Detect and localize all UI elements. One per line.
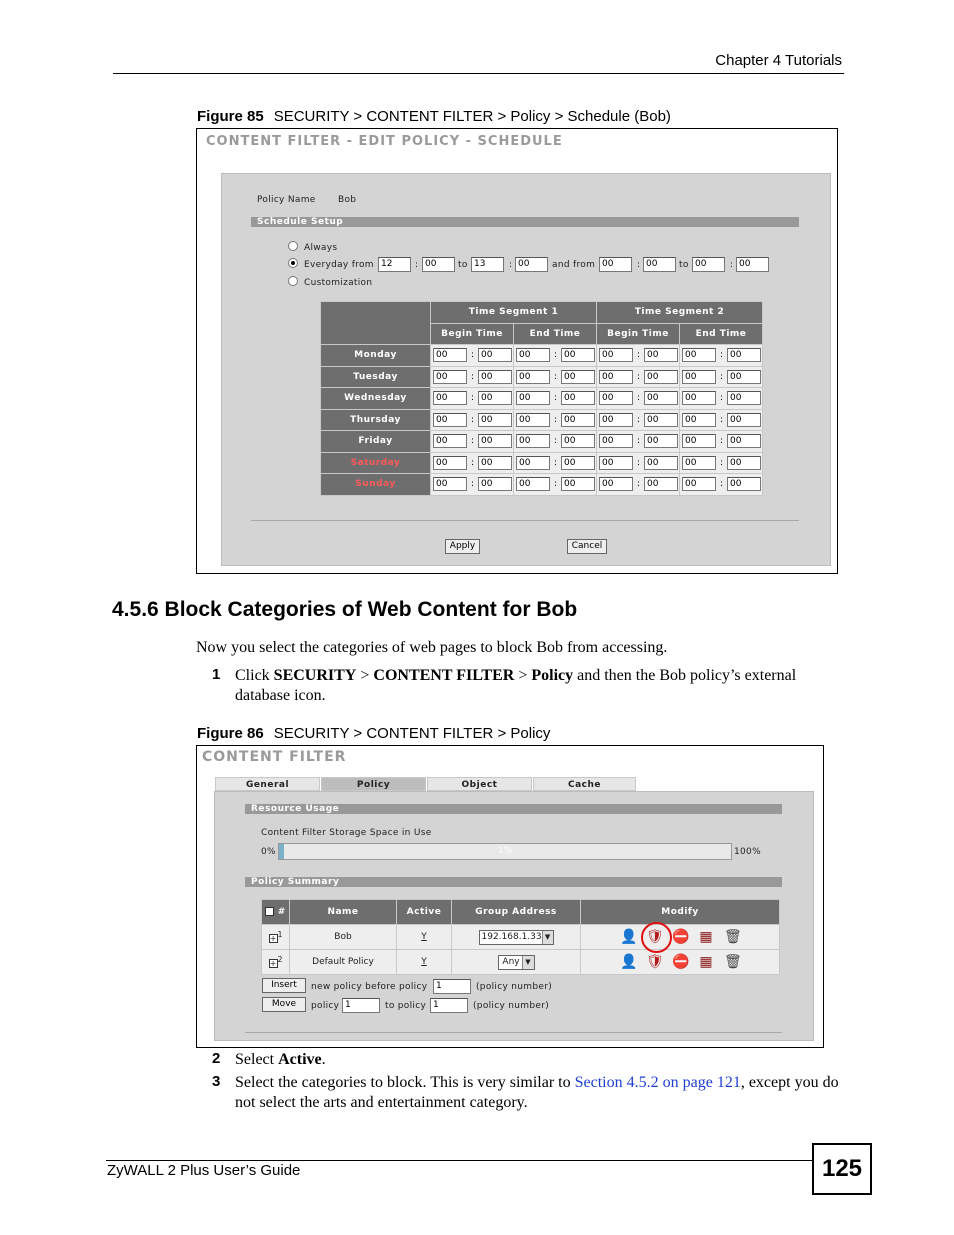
move-button[interactable]: Move bbox=[262, 997, 306, 1012]
time-pair bbox=[516, 391, 596, 405]
minute-input[interactable]: 00 bbox=[644, 434, 678, 448]
apply-button[interactable]: Apply bbox=[445, 539, 480, 554]
colon: : bbox=[554, 479, 558, 490]
colon: : bbox=[471, 436, 475, 447]
custom-list-icon[interactable]: ⛔ bbox=[672, 929, 690, 945]
schedule-setup-bar: Schedule Setup bbox=[251, 217, 799, 227]
schedule-table bbox=[320, 301, 763, 496]
step-3-number: 3 bbox=[212, 1073, 221, 1090]
time-pair bbox=[682, 348, 762, 362]
hour-input[interactable]: 00 bbox=[599, 456, 633, 470]
time-cell bbox=[597, 452, 680, 474]
everyday-from2-hour[interactable]: 00 bbox=[599, 257, 632, 272]
policy-summary-bar: Policy Summary bbox=[245, 877, 782, 887]
time-cell bbox=[597, 345, 680, 367]
row-active[interactable]: Y bbox=[397, 925, 452, 950]
end-time-header: End Time bbox=[680, 323, 763, 345]
cancel-button[interactable]: Cancel bbox=[567, 539, 607, 554]
schedule-rows bbox=[321, 345, 763, 496]
policy-name-label: Policy Name bbox=[257, 195, 316, 205]
minute-input[interactable]: 00 bbox=[478, 434, 512, 448]
time-pair bbox=[599, 370, 679, 384]
radio-customization[interactable] bbox=[288, 276, 298, 286]
policy-name-value: Bob bbox=[338, 195, 357, 205]
colon: : bbox=[554, 393, 558, 404]
delete-icon[interactable]: 🗑 bbox=[724, 954, 742, 970]
time-pair bbox=[599, 413, 679, 427]
time-cell bbox=[680, 366, 763, 388]
time-pair bbox=[599, 391, 679, 405]
insert-label: new policy before policy bbox=[311, 982, 428, 992]
hour-input[interactable]: 00 bbox=[516, 391, 550, 405]
hour-input[interactable]: 00 bbox=[433, 477, 467, 491]
minute-input[interactable]: 00 bbox=[478, 370, 512, 384]
everyday-to-minute[interactable]: 00 bbox=[515, 257, 548, 272]
step-1-sep: > bbox=[356, 667, 374, 684]
user-icon[interactable]: 👤 bbox=[620, 929, 638, 945]
footer-rule bbox=[106, 1160, 812, 1161]
tab-policy[interactable]: Policy bbox=[321, 777, 426, 791]
radio-everyday[interactable] bbox=[288, 258, 298, 268]
minute-input[interactable]: 00 bbox=[561, 370, 595, 384]
everyday-to2-hour[interactable]: 00 bbox=[692, 257, 725, 272]
minute-input[interactable]: 00 bbox=[727, 370, 761, 384]
time-pair bbox=[599, 456, 679, 470]
step-3-text-c: , except you do not select the arts and entertainment category. bbox=[235, 1074, 839, 1111]
hour-input[interactable]: 00 bbox=[599, 477, 633, 491]
step-2-number: 2 bbox=[212, 1050, 221, 1067]
expand-all-icon[interactable]: + bbox=[266, 907, 274, 916]
minute-input[interactable]: 00 bbox=[644, 348, 678, 362]
hour-input[interactable]: 00 bbox=[433, 413, 467, 427]
time-cell bbox=[431, 474, 514, 496]
minute-input[interactable]: 00 bbox=[561, 434, 595, 448]
col-hash-header bbox=[262, 900, 290, 925]
minute-input[interactable]: 00 bbox=[727, 391, 761, 405]
step-1-text-a: Click bbox=[235, 667, 274, 684]
row-number-value: 2 bbox=[277, 955, 283, 964]
move-to-input[interactable]: 1 bbox=[430, 998, 468, 1013]
resource-usage-bar: Resource Usage bbox=[245, 804, 782, 814]
hour-input[interactable]: 00 bbox=[516, 413, 550, 427]
schedule-row bbox=[321, 366, 763, 388]
begin-time-header: Begin Time bbox=[431, 323, 514, 345]
time-pair bbox=[516, 434, 596, 448]
colon: : bbox=[415, 260, 419, 270]
time-pair bbox=[516, 413, 596, 427]
storage-usage-bar bbox=[278, 843, 732, 860]
time-pair bbox=[433, 391, 513, 405]
minute-input[interactable]: 00 bbox=[644, 477, 678, 491]
radio-always[interactable] bbox=[288, 241, 298, 251]
tab-object[interactable]: Object bbox=[427, 777, 532, 791]
colon: : bbox=[637, 457, 641, 468]
time-segment-1-header: Time Segment 1 bbox=[431, 302, 597, 324]
storage-label: Content Filter Storage Space in Use bbox=[261, 828, 432, 838]
minute-input[interactable]: 00 bbox=[727, 348, 761, 362]
minute-input[interactable]: 00 bbox=[478, 348, 512, 362]
time-cell bbox=[431, 345, 514, 367]
time-pair bbox=[433, 477, 513, 491]
time-cell bbox=[514, 345, 597, 367]
row-name: Default Policy bbox=[290, 950, 397, 975]
colon: : bbox=[471, 350, 475, 361]
table-row bbox=[262, 925, 780, 950]
usage-max-label: 100% bbox=[734, 847, 761, 857]
time-cell bbox=[680, 452, 763, 474]
colon: : bbox=[720, 457, 724, 468]
hour-input[interactable]: 00 bbox=[682, 391, 716, 405]
step-1-policy: Policy bbox=[531, 667, 574, 684]
colon: : bbox=[637, 393, 641, 404]
minute-input[interactable]: 00 bbox=[478, 391, 512, 405]
col-hash-label: # bbox=[277, 907, 286, 917]
colon: : bbox=[720, 479, 724, 490]
expand-icon[interactable]: + bbox=[269, 959, 277, 968]
figure-85-label: Figure 85 bbox=[197, 108, 264, 125]
step-1-content-filter: CONTENT FILTER bbox=[373, 667, 515, 684]
figure-86-label: Figure 86 bbox=[197, 725, 264, 742]
time-pair bbox=[516, 456, 596, 470]
hour-input[interactable]: 00 bbox=[433, 391, 467, 405]
time-pair bbox=[433, 456, 513, 470]
colon: : bbox=[471, 479, 475, 490]
hour-input[interactable]: 00 bbox=[516, 348, 550, 362]
figure-86-caption bbox=[197, 725, 550, 742]
radio-everyday-label: Everyday from bbox=[304, 260, 374, 270]
policy-divider bbox=[245, 1032, 782, 1033]
time-cell bbox=[597, 366, 680, 388]
storage-usage-value: 1% bbox=[497, 846, 513, 856]
group-address-value: 192.168.1.33 bbox=[481, 932, 542, 942]
time-cell bbox=[597, 409, 680, 431]
step-1-number: 1 bbox=[212, 666, 221, 683]
radio-always-label: Always bbox=[304, 243, 338, 253]
hour-input[interactable]: 00 bbox=[516, 477, 550, 491]
minute-input[interactable]: 00 bbox=[644, 456, 678, 470]
group-address-value: Any bbox=[502, 957, 520, 967]
day-label: Saturday bbox=[321, 452, 431, 474]
row-number-value: 1 bbox=[277, 930, 283, 939]
time-pair bbox=[433, 413, 513, 427]
chevron-down-icon: ▼ bbox=[522, 956, 534, 969]
time-cell bbox=[680, 388, 763, 410]
insert-policy-input[interactable]: 1 bbox=[433, 979, 471, 994]
day-label: Friday bbox=[321, 431, 431, 453]
step-2-text-c: . bbox=[321, 1051, 326, 1068]
step-1-security: SECURITY bbox=[273, 667, 357, 684]
and-from-label: and from bbox=[552, 260, 596, 270]
hour-input[interactable]: 00 bbox=[516, 434, 550, 448]
schedule-row bbox=[321, 388, 763, 410]
everyday-from-minute[interactable]: 00 bbox=[422, 257, 455, 272]
colon: : bbox=[554, 350, 558, 361]
schedule-row bbox=[321, 474, 763, 496]
chevron-down-icon: ▼ bbox=[542, 931, 553, 944]
section-heading: 4.5.6 Block Categories of Web Content for Bob bbox=[112, 598, 578, 621]
minute-input[interactable]: 00 bbox=[727, 456, 761, 470]
hour-input[interactable]: 00 bbox=[599, 370, 633, 384]
minute-input[interactable]: 00 bbox=[727, 413, 761, 427]
external-database-icon[interactable]: 🛡 bbox=[646, 929, 664, 945]
time-pair bbox=[433, 434, 513, 448]
colon: : bbox=[471, 414, 475, 425]
move-to-label: to policy bbox=[385, 1001, 427, 1011]
minute-input[interactable]: 00 bbox=[644, 370, 678, 384]
time-cell bbox=[431, 409, 514, 431]
policy-table bbox=[261, 899, 780, 975]
hour-input[interactable]: 00 bbox=[516, 370, 550, 384]
tab-general[interactable]: General bbox=[215, 777, 320, 791]
colon: : bbox=[637, 414, 641, 425]
time-cell bbox=[431, 452, 514, 474]
time-cell bbox=[514, 452, 597, 474]
time-pair bbox=[599, 477, 679, 491]
table-row bbox=[262, 950, 780, 975]
time-cell bbox=[680, 409, 763, 431]
everyday-to2-minute[interactable]: 00 bbox=[736, 257, 769, 272]
hour-input[interactable]: 00 bbox=[682, 348, 716, 362]
minute-input[interactable]: 00 bbox=[727, 434, 761, 448]
group-address-select[interactable] bbox=[498, 955, 535, 970]
colon: : bbox=[509, 260, 513, 270]
move-from-input[interactable]: 1 bbox=[342, 998, 380, 1013]
everyday-from-hour[interactable]: 12 bbox=[378, 257, 411, 272]
day-label: Sunday bbox=[321, 474, 431, 496]
colon: : bbox=[554, 457, 558, 468]
time-pair bbox=[599, 348, 679, 362]
step-2-text-a: Select bbox=[235, 1051, 279, 1068]
colon: : bbox=[637, 350, 641, 361]
policy-number-hint: (policy number) bbox=[473, 1001, 550, 1011]
time-pair bbox=[682, 370, 762, 384]
section-link[interactable]: Section 4.5.2 on page 121 bbox=[574, 1074, 741, 1091]
minute-input[interactable]: 00 bbox=[644, 391, 678, 405]
everyday-from2-minute[interactable]: 00 bbox=[643, 257, 676, 272]
row-group bbox=[452, 950, 581, 975]
row-active[interactable]: Y bbox=[397, 950, 452, 975]
schedule-row bbox=[321, 431, 763, 453]
time-cell bbox=[514, 431, 597, 453]
schedule-corner bbox=[321, 302, 431, 345]
colon: : bbox=[637, 371, 641, 382]
highlight-circle bbox=[641, 922, 672, 953]
time-segment-2-header: Time Segment 2 bbox=[597, 302, 763, 324]
schedule-row bbox=[321, 345, 763, 367]
step-2-active: Active bbox=[278, 1051, 322, 1068]
time-pair bbox=[682, 413, 762, 427]
colon: : bbox=[554, 436, 558, 447]
colon: : bbox=[637, 436, 641, 447]
row-group bbox=[452, 925, 581, 950]
hour-input[interactable]: 00 bbox=[433, 370, 467, 384]
colon: : bbox=[554, 371, 558, 382]
row-name: Bob bbox=[290, 925, 397, 950]
header-rule bbox=[113, 73, 844, 74]
schedule-icon[interactable]: ▦ bbox=[699, 929, 713, 945]
to-label: to bbox=[679, 260, 689, 270]
hour-input[interactable]: 00 bbox=[599, 348, 633, 362]
schedule-page-title: CONTENT FILTER - EDIT POLICY - SCHEDULE bbox=[206, 134, 563, 149]
minute-input[interactable]: 00 bbox=[478, 477, 512, 491]
time-cell bbox=[680, 431, 763, 453]
time-pair bbox=[682, 477, 762, 491]
figure-86-caption-text: SECURITY > CONTENT FILTER > Policy bbox=[273, 725, 551, 742]
step-1-text-c: and then the Bob policy’s external database icon. bbox=[235, 667, 797, 704]
colon: : bbox=[471, 393, 475, 404]
col-group-header: Group Address bbox=[452, 900, 581, 925]
colon: : bbox=[730, 260, 734, 270]
colon: : bbox=[471, 457, 475, 468]
insert-button[interactable]: Insert bbox=[262, 978, 306, 993]
time-pair bbox=[682, 434, 762, 448]
custom-list-icon[interactable]: ⛔ bbox=[672, 954, 690, 970]
hour-input[interactable]: 00 bbox=[516, 456, 550, 470]
step-3-text-a: Select the categories to block. This is very similar to bbox=[235, 1074, 575, 1091]
colon: : bbox=[471, 371, 475, 382]
figure-85-caption-text: SECURITY > CONTENT FILTER > Policy > Schedule (Bob) bbox=[273, 108, 671, 125]
hour-input[interactable]: 00 bbox=[682, 434, 716, 448]
intro-paragraph: Now you select the categories of web pages to block Bob from accessing. bbox=[196, 639, 668, 656]
time-pair bbox=[682, 456, 762, 470]
usage-min-label: 0% bbox=[261, 847, 276, 857]
time-cell bbox=[597, 474, 680, 496]
col-name-header: Name bbox=[290, 900, 397, 925]
policy-number-hint: (policy number) bbox=[476, 982, 553, 992]
colon: : bbox=[554, 414, 558, 425]
footer-guide-title: ZyWALL 2 Plus User’s Guide bbox=[107, 1162, 301, 1179]
minute-input[interactable]: 00 bbox=[478, 456, 512, 470]
schedule-divider bbox=[251, 520, 799, 521]
colon: : bbox=[720, 393, 724, 404]
radio-customization-label: Customization bbox=[304, 278, 373, 288]
time-cell bbox=[680, 474, 763, 496]
colon: : bbox=[720, 436, 724, 447]
colon: : bbox=[720, 350, 724, 361]
minute-input[interactable]: 00 bbox=[561, 413, 595, 427]
col-modify-header: Modify bbox=[581, 900, 780, 925]
move-policy-label: policy bbox=[311, 1001, 340, 1011]
page-number: 125 bbox=[812, 1143, 872, 1195]
expand-icon[interactable]: + bbox=[269, 934, 277, 943]
colon: : bbox=[720, 414, 724, 425]
schedule-icon[interactable]: ▦ bbox=[699, 954, 713, 970]
hour-input[interactable]: 00 bbox=[599, 434, 633, 448]
hour-input[interactable]: 00 bbox=[433, 434, 467, 448]
day-label: Monday bbox=[321, 345, 431, 367]
step-2-text bbox=[235, 1050, 326, 1070]
hour-input[interactable]: 00 bbox=[682, 370, 716, 384]
time-cell bbox=[597, 388, 680, 410]
everyday-to-hour[interactable]: 13 bbox=[471, 257, 504, 272]
time-cell bbox=[514, 474, 597, 496]
end-time-header: End Time bbox=[514, 323, 597, 345]
time-cell bbox=[597, 431, 680, 453]
row-modify bbox=[581, 925, 780, 950]
hour-input[interactable]: 00 bbox=[682, 413, 716, 427]
group-address-select[interactable] bbox=[479, 930, 554, 945]
delete-icon[interactable]: 🗑 bbox=[724, 929, 742, 945]
time-pair bbox=[433, 348, 513, 362]
minute-input[interactable]: 00 bbox=[561, 348, 595, 362]
time-cell bbox=[514, 388, 597, 410]
row-modify bbox=[581, 950, 780, 975]
step-1-text bbox=[235, 666, 845, 706]
time-cell bbox=[514, 409, 597, 431]
minute-input[interactable]: 00 bbox=[561, 456, 595, 470]
hour-input[interactable]: 00 bbox=[682, 456, 716, 470]
minute-input[interactable]: 00 bbox=[727, 477, 761, 491]
hour-input[interactable]: 00 bbox=[599, 413, 633, 427]
step-1-sep: > bbox=[514, 667, 532, 684]
time-pair bbox=[433, 370, 513, 384]
col-active-header: Active bbox=[397, 900, 452, 925]
user-icon[interactable]: 👤 bbox=[620, 954, 638, 970]
colon: : bbox=[637, 479, 641, 490]
time-pair bbox=[516, 477, 596, 491]
step-3-text bbox=[235, 1073, 845, 1113]
day-label: Wednesday bbox=[321, 388, 431, 410]
minute-input[interactable]: 00 bbox=[478, 413, 512, 427]
time-cell bbox=[514, 366, 597, 388]
time-pair bbox=[599, 434, 679, 448]
hour-input[interactable]: 00 bbox=[599, 391, 633, 405]
time-cell bbox=[431, 366, 514, 388]
chapter-header: Chapter 4 Tutorials bbox=[715, 52, 842, 69]
row-number bbox=[262, 925, 290, 950]
day-label: Thursday bbox=[321, 409, 431, 431]
colon: : bbox=[720, 371, 724, 382]
time-pair bbox=[516, 348, 596, 362]
time-pair bbox=[682, 391, 762, 405]
external-database-icon[interactable]: 🛡 bbox=[646, 954, 664, 970]
time-cell bbox=[431, 388, 514, 410]
hour-input[interactable]: 00 bbox=[682, 477, 716, 491]
schedule-row bbox=[321, 452, 763, 474]
minute-input[interactable]: 00 bbox=[561, 391, 595, 405]
hour-input[interactable]: 00 bbox=[433, 348, 467, 362]
to-label: to bbox=[458, 260, 468, 270]
minute-input[interactable]: 00 bbox=[561, 477, 595, 491]
time-cell bbox=[680, 345, 763, 367]
time-cell bbox=[431, 431, 514, 453]
hour-input[interactable]: 00 bbox=[433, 456, 467, 470]
tab-cache[interactable]: Cache bbox=[533, 777, 636, 791]
content-filter-title: CONTENT FILTER bbox=[202, 749, 347, 765]
colon: : bbox=[637, 260, 641, 270]
day-label: Tuesday bbox=[321, 366, 431, 388]
figure-85-caption bbox=[197, 108, 671, 125]
begin-time-header: Begin Time bbox=[597, 323, 680, 345]
time-pair bbox=[516, 370, 596, 384]
minute-input[interactable]: 00 bbox=[644, 413, 678, 427]
schedule-row bbox=[321, 409, 763, 431]
row-number bbox=[262, 950, 290, 975]
